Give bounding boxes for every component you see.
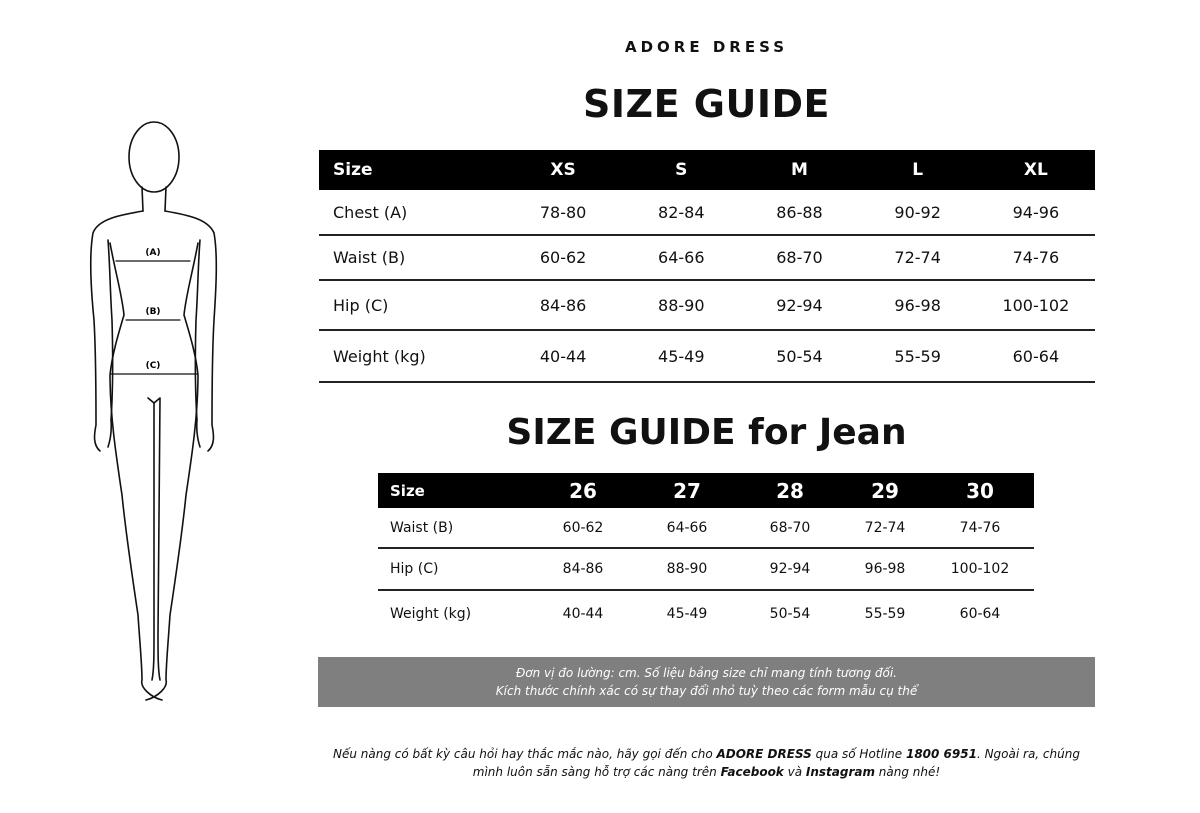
header-cell: 28 — [736, 473, 844, 508]
table-row — [378, 508, 1034, 548]
contact-footer — [318, 745, 1095, 781]
note-line-2: Kích thước chính xác có sự thay đổi nhỏ tuỳ theo các form mẫu cụ thể — [495, 684, 918, 698]
header-cell: M — [740, 150, 858, 190]
row-label: Weight (kg) — [390, 606, 472, 622]
table-cell: 55-59 — [864, 606, 906, 622]
table-row — [319, 280, 1095, 330]
header-cell: S — [622, 150, 740, 190]
footer-text: và — [783, 765, 806, 779]
instagram-link: Instagram — [805, 765, 875, 779]
table-cell: 60-62 — [504, 235, 622, 280]
page-title: SIZE GUIDE — [583, 82, 830, 126]
table-cell: 90-92 — [859, 190, 977, 235]
row-label: Weight (kg) — [319, 330, 504, 382]
row-label: Hip (C) — [378, 548, 528, 590]
table-cell: 84-86 — [504, 280, 622, 330]
size-table — [319, 150, 1095, 383]
table-cell: 68-70 — [736, 508, 844, 548]
table-cell: 72-74 — [859, 235, 977, 280]
hotline-number: 1800 6951 — [905, 747, 977, 761]
table-cell: 64-66 — [638, 508, 736, 548]
body-figure-illustration — [80, 115, 240, 715]
size-table-header — [319, 150, 1095, 190]
note-line-1: Đơn vị đo lường: cm. Số liệu bảng size chỉ mang tính tương đối. — [516, 666, 897, 680]
footer-brand: ADORE DRESS — [716, 747, 812, 761]
row-label: Waist (B) — [319, 235, 504, 280]
footer-text: qua số Hotline — [811, 747, 906, 761]
table-cell: 88-90 — [622, 280, 740, 330]
table-cell: 64-66 — [622, 235, 740, 280]
table-cell: 60-62 — [528, 508, 638, 548]
header-cell: 29 — [844, 473, 926, 508]
table-cell: 82-84 — [622, 190, 740, 235]
table-cell: 50-54 — [740, 330, 858, 382]
table-cell: 96-98 — [859, 280, 977, 330]
waist-label: (B) — [145, 307, 161, 317]
header-cell: 26 — [528, 473, 638, 508]
table-cell: 74-76 — [977, 235, 1095, 280]
table-row — [319, 235, 1095, 280]
table-cell: 50-54 — [769, 606, 811, 622]
table-cell: 40-44 — [562, 606, 604, 622]
table-cell: 40-44 — [504, 330, 622, 382]
header-cell: 27 — [638, 473, 736, 508]
table-cell: 86-88 — [740, 190, 858, 235]
table-cell: 45-49 — [622, 330, 740, 382]
footer-text: nàng nhé! — [874, 765, 941, 779]
table-row — [319, 330, 1095, 382]
table-cell: 100-102 — [977, 280, 1095, 330]
brand-name: ADORE DRESS — [624, 38, 788, 56]
table-cell: 84-86 — [528, 548, 638, 590]
jean-section-title: SIZE GUIDE for Jean — [506, 412, 907, 453]
table-cell: 60-64 — [959, 606, 1001, 622]
table-cell: 92-94 — [736, 548, 844, 590]
jean-table-header — [378, 473, 1034, 508]
jean-size-table — [378, 473, 1034, 637]
table-cell: 88-90 — [638, 548, 736, 590]
footer-text: . Ngoài ra, chúng mình luôn sẵn sàng hỗ trợ các nàng trên — [472, 747, 1080, 779]
row-label: Hip (C) — [319, 280, 504, 330]
table-cell: 74-76 — [926, 508, 1034, 548]
row-label: Waist (B) — [378, 508, 528, 548]
table-cell: 92-94 — [740, 280, 858, 330]
hip-label: (C) — [145, 361, 161, 371]
table-row — [378, 590, 1034, 637]
row-label: Chest (A) — [319, 190, 504, 235]
table-cell: 78-80 — [504, 190, 622, 235]
header-cell: Size — [378, 473, 528, 508]
header-cell: XS — [504, 150, 622, 190]
table-cell: 55-59 — [859, 330, 977, 382]
table-cell: 94-96 — [977, 190, 1095, 235]
footer-text: Nếu nàng có bất kỳ câu hỏi hay thắc mắc nào, hãy gọi đến cho — [333, 747, 717, 761]
measurement-note — [318, 657, 1095, 707]
facebook-link: Facebook — [720, 765, 784, 779]
table-cell: 68-70 — [740, 235, 858, 280]
table-row — [378, 548, 1034, 590]
table-row — [319, 190, 1095, 235]
table-cell: 72-74 — [844, 508, 926, 548]
header-cell: L — [859, 150, 977, 190]
header-cell: XL — [977, 150, 1095, 190]
table-cell: 96-98 — [844, 548, 926, 590]
chest-label: (A) — [145, 248, 161, 258]
table-cell: 60-64 — [977, 330, 1095, 382]
header-cell: 30 — [926, 473, 1034, 508]
table-cell: 100-102 — [926, 548, 1034, 590]
header-cell: Size — [319, 150, 504, 190]
table-cell: 45-49 — [666, 606, 708, 622]
